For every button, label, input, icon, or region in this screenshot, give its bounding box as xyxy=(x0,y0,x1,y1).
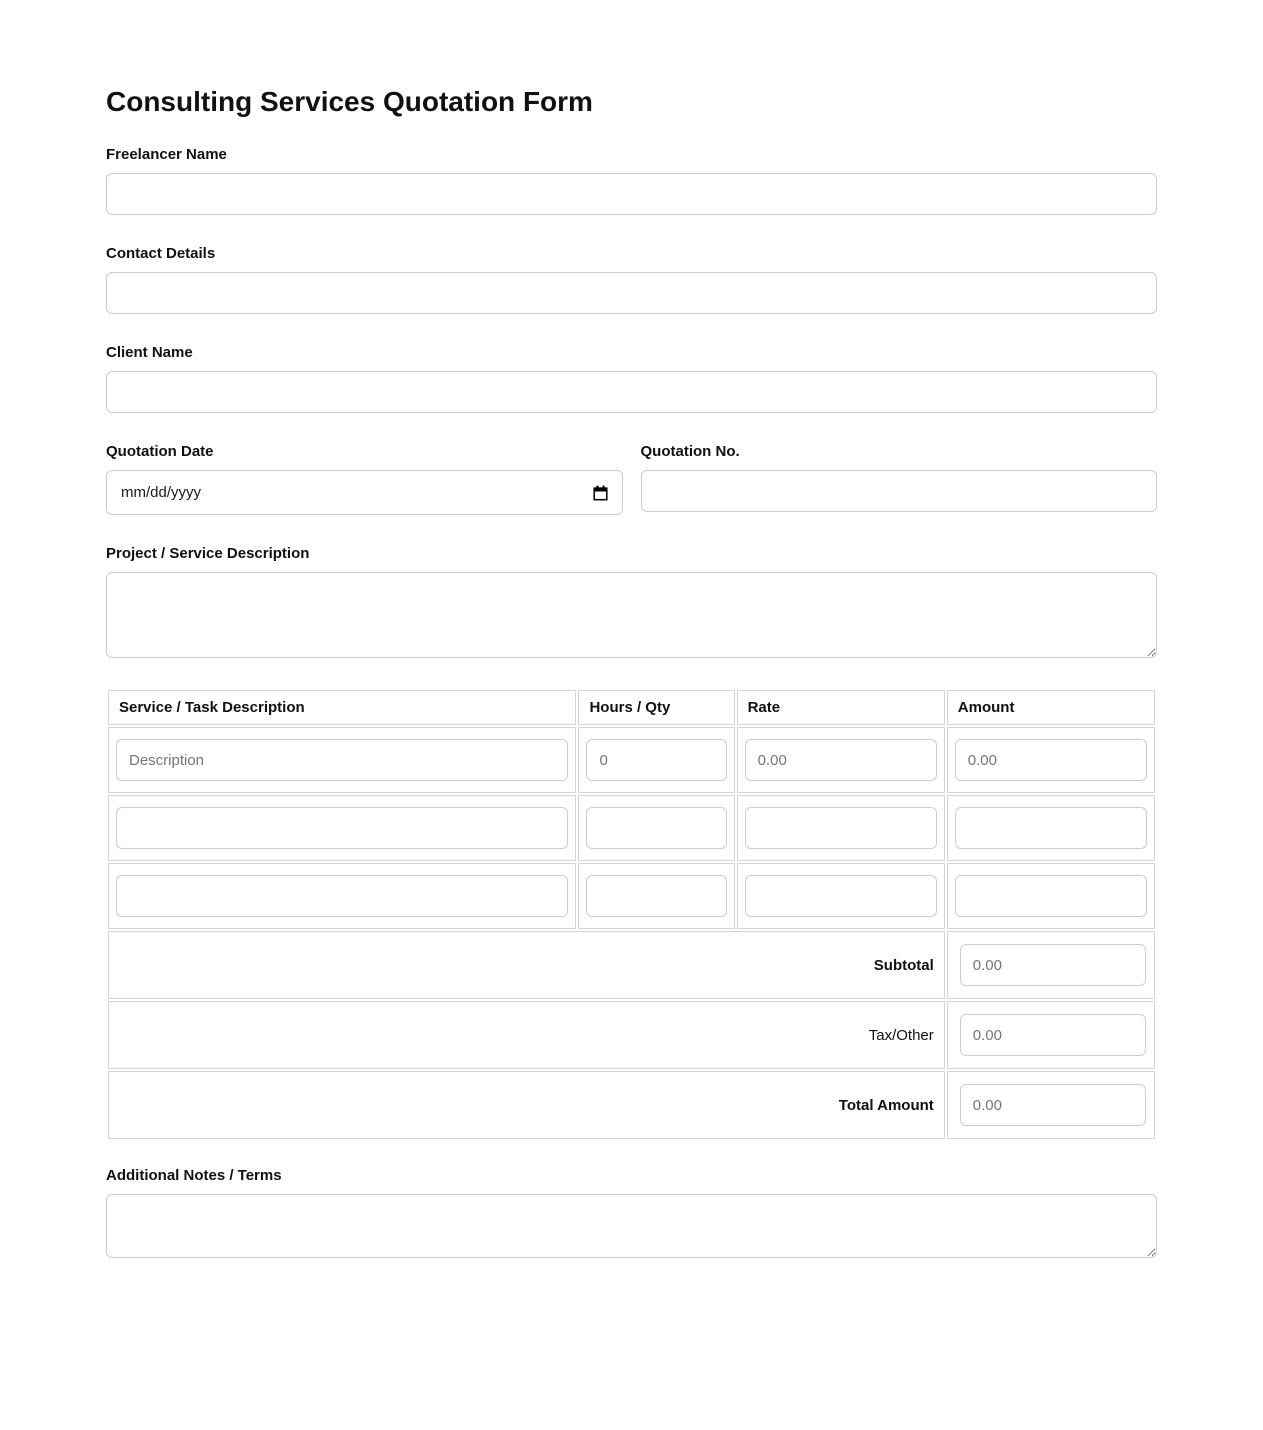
field-quotation-date xyxy=(106,443,623,515)
contact-details-input[interactable] xyxy=(106,272,1157,314)
quotation-no-input[interactable] xyxy=(641,470,1158,512)
item-1-amount-input[interactable] xyxy=(955,739,1147,781)
items-table xyxy=(106,688,1157,1141)
freelancer-name-input[interactable] xyxy=(106,173,1157,215)
header-rate: Rate xyxy=(737,690,945,725)
field-project-description xyxy=(106,545,1157,658)
calendar-icon[interactable] xyxy=(592,484,609,501)
item-1-description-cell xyxy=(108,727,576,793)
quotation-date-label: Quotation Date xyxy=(106,443,214,460)
item-2-amount-input[interactable] xyxy=(955,807,1147,849)
item-2-hours-input[interactable] xyxy=(586,807,726,849)
item-3-amount-cell xyxy=(947,863,1155,929)
item-1-description-input[interactable] xyxy=(116,739,568,781)
additional-notes-textarea[interactable] xyxy=(106,1194,1157,1258)
tax-other-row xyxy=(108,1001,1155,1069)
item-1-hours-cell xyxy=(578,727,734,793)
header-service-task-description: Service / Task Description xyxy=(108,690,576,725)
header-hours-qty: Hours / Qty xyxy=(578,690,734,725)
field-client-name xyxy=(106,344,1157,413)
subtotal-row xyxy=(108,931,1155,999)
item-1-rate-input[interactable] xyxy=(745,739,937,781)
tax-other-label: Tax/Other xyxy=(108,1001,945,1069)
client-name-input[interactable] xyxy=(106,371,1157,413)
item-1-amount-cell xyxy=(947,727,1155,793)
item-3-hours-input[interactable] xyxy=(586,875,726,917)
header-amount: Amount xyxy=(947,690,1155,725)
project-description-label: Project / Service Description xyxy=(106,545,310,562)
item-row-3 xyxy=(108,863,1155,929)
item-3-description-cell xyxy=(108,863,576,929)
item-1-hours-input[interactable] xyxy=(586,739,726,781)
item-3-rate-input[interactable] xyxy=(745,875,937,917)
field-quotation-no xyxy=(641,443,1158,515)
contact-details-label: Contact Details xyxy=(106,245,216,262)
item-row-2 xyxy=(108,795,1155,861)
item-2-rate-cell xyxy=(737,795,945,861)
subtotal-cell xyxy=(947,931,1155,999)
item-2-description-cell xyxy=(108,795,576,861)
total-amount-label: Total Amount xyxy=(108,1071,945,1139)
total-amount-cell xyxy=(947,1071,1155,1139)
item-3-description-input[interactable] xyxy=(116,875,568,917)
item-3-amount-input[interactable] xyxy=(955,875,1147,917)
field-additional-notes xyxy=(106,1167,1157,1258)
item-2-description-input[interactable] xyxy=(116,807,568,849)
item-3-rate-cell xyxy=(737,863,945,929)
item-row-1 xyxy=(108,727,1155,793)
tax-other-input[interactable] xyxy=(960,1014,1146,1056)
subtotal-label: Subtotal xyxy=(108,931,945,999)
field-contact-details xyxy=(106,245,1157,314)
item-2-rate-input[interactable] xyxy=(745,807,937,849)
subtotal-input[interactable] xyxy=(960,944,1146,986)
quotation-no-label: Quotation No. xyxy=(640,443,740,460)
quotation-form xyxy=(106,0,1157,1258)
tax-other-cell xyxy=(947,1001,1155,1069)
project-description-textarea[interactable] xyxy=(106,572,1157,658)
total-amount-row xyxy=(108,1071,1155,1139)
item-2-hours-cell xyxy=(578,795,734,861)
date-placeholder-text: mm/dd/yyyy xyxy=(121,484,202,501)
items-table-header-row xyxy=(108,690,1155,725)
item-2-amount-cell xyxy=(947,795,1155,861)
client-name-label: Client Name xyxy=(106,344,193,361)
quotation-date-input[interactable] xyxy=(106,470,623,515)
total-amount-input[interactable] xyxy=(960,1084,1146,1126)
item-1-rate-cell xyxy=(737,727,945,793)
page-title: Consulting Services Quotation Form xyxy=(106,86,593,117)
freelancer-name-label: Freelancer Name xyxy=(106,146,227,163)
additional-notes-label: Additional Notes / Terms xyxy=(106,1167,282,1184)
item-3-hours-cell xyxy=(578,863,734,929)
field-quotation-date-no-row xyxy=(106,443,1157,515)
field-freelancer-name xyxy=(106,146,1157,215)
